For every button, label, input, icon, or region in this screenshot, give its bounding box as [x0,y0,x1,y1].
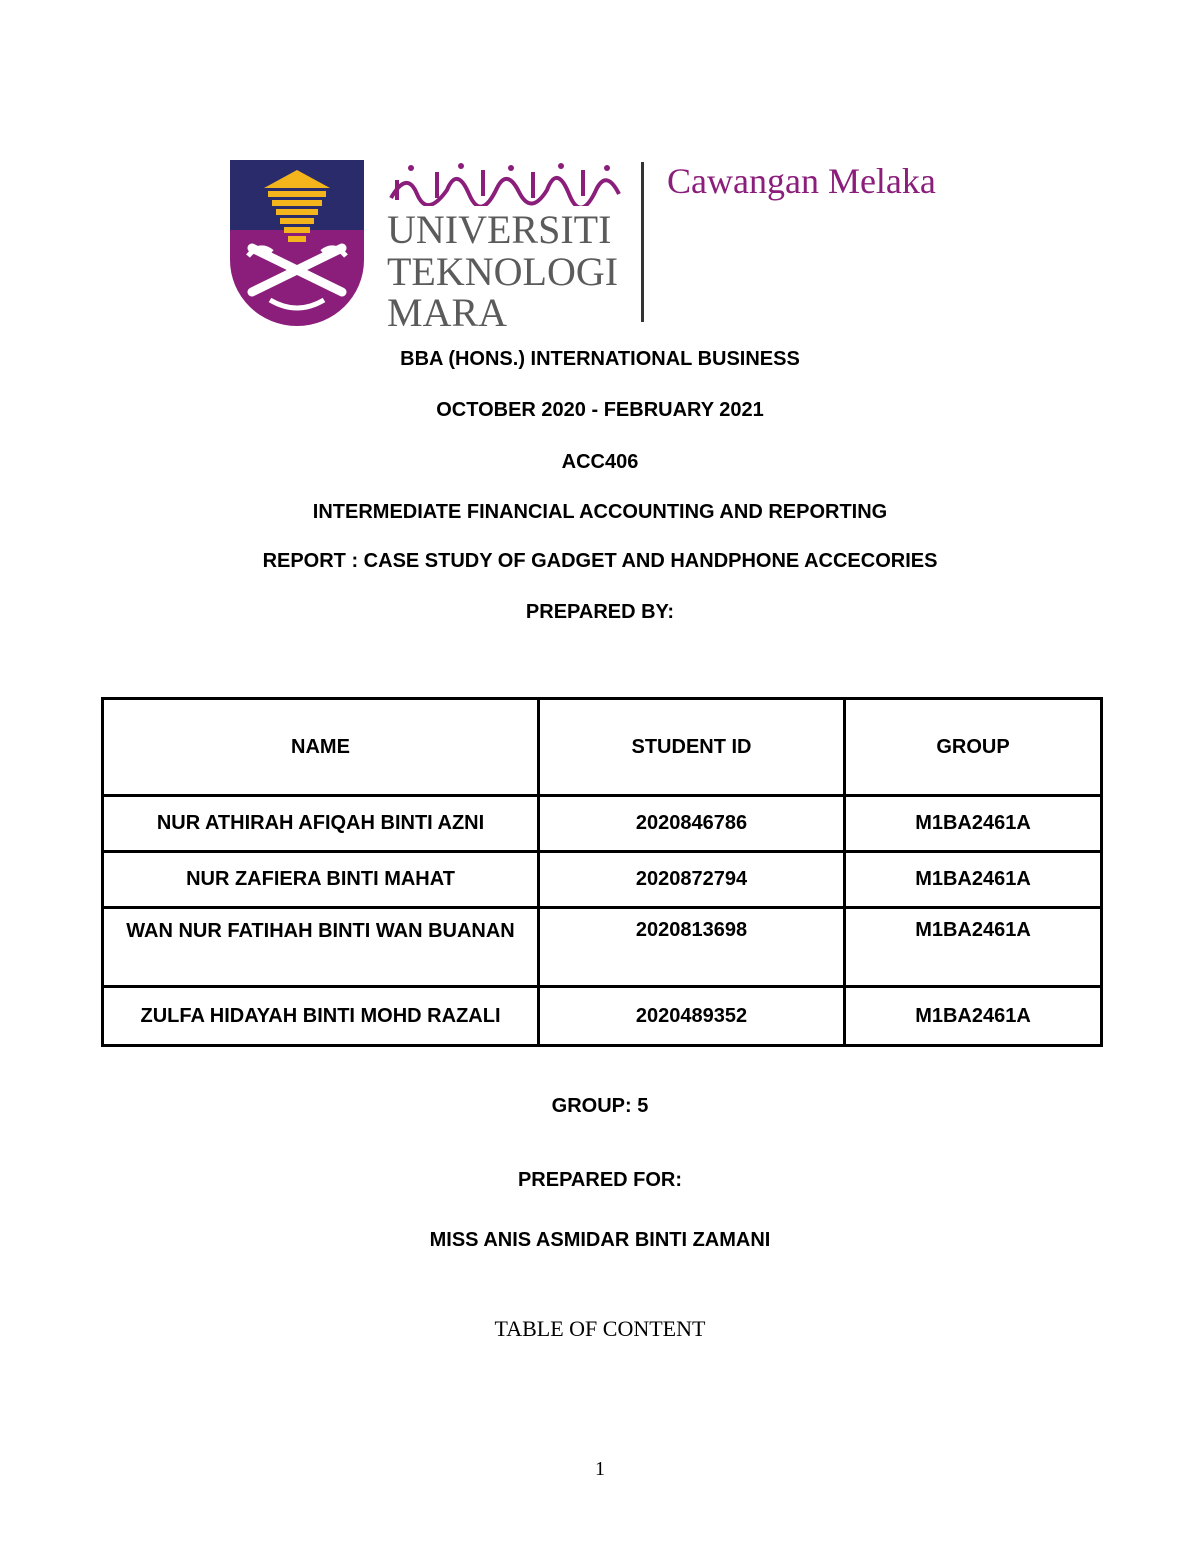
logo-line-universiti: UNIVERSITI [387,207,612,252]
student-name: WAN NUR FATIHAH BINTI WAN BUANAN [103,908,539,987]
logo-divider [641,162,644,322]
student-group: M1BA2461A [845,852,1102,908]
table-row [103,796,1102,852]
group-number: GROUP: 5 [551,1095,649,1117]
lecturer-name: MISS ANIS ASMIDAR BINTI ZAMANI [429,1229,771,1251]
table-row [103,852,1102,908]
student-group: M1BA2461A [845,908,1102,987]
student-group: M1BA2461A [845,987,1102,1046]
student-table [101,697,1103,1047]
page-number: 1 [595,1458,605,1480]
uitm-crest-icon [230,160,364,326]
student-id: 2020813698 [539,908,845,987]
course-name: INTERMEDIATE FINANCIAL ACCOUNTING AND REPORTING [312,501,888,523]
table-row [103,987,1102,1046]
arabic-script-icon [387,160,623,206]
logo-branch-name: Cawangan Melaka [667,161,936,201]
course-code: ACC406 [561,451,639,473]
table-header-row [103,699,1102,796]
student-name: NUR ZAFIERA BINTI MAHAT [103,852,539,908]
student-id: 2020846786 [539,796,845,852]
table-of-content-heading: TABLE OF CONTENT [494,1316,706,1341]
student-name: ZULFA HIDAYAH BINTI MOHD RAZALI [103,987,539,1046]
table-row [103,908,1102,987]
header-student-id: STUDENT ID [539,699,845,796]
report-title: REPORT : CASE STUDY OF GADGET AND HANDPHONE ACCECORIES [262,550,938,572]
prepared-for-label: PREPARED FOR: [517,1169,683,1191]
student-id: 2020872794 [539,852,845,908]
logo-line-mara: MARA [387,290,508,335]
header-name: NAME [103,699,539,796]
student-id: 2020489352 [539,987,845,1046]
university-logo [230,160,975,335]
logo-arabic-script [387,160,623,206]
logo-line-teknologi: TEKNOLOGI [387,249,619,294]
session-dates: OCTOBER 2020 - FEBRUARY 2021 [436,399,764,421]
prepared-by-label: PREPARED BY: [525,601,675,623]
programme-title: BBA (HONS.) INTERNATIONAL BUSINESS [400,348,800,370]
header-group: GROUP [845,699,1102,796]
student-group: M1BA2461A [845,796,1102,852]
student-name: NUR ATHIRAH AFIQAH BINTI AZNI [103,796,539,852]
